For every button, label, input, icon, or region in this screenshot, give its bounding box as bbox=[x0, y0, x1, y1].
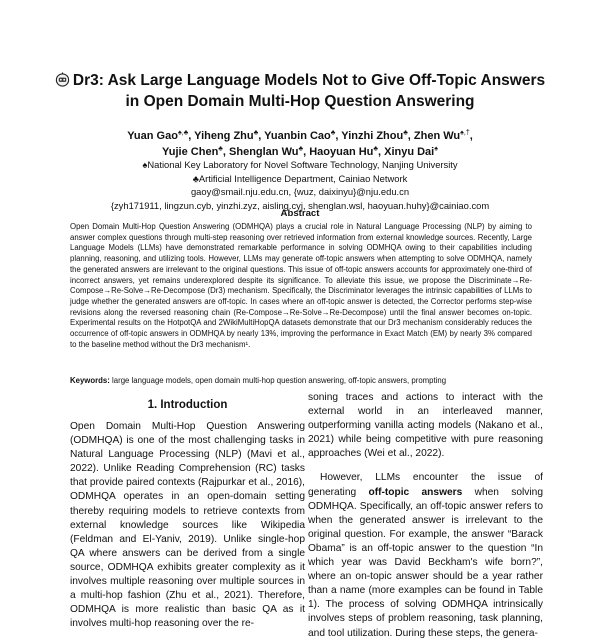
author-separator: , bbox=[407, 130, 414, 142]
author-affiliation-mark: ♣ bbox=[330, 129, 336, 137]
emphasis-off-topic-answers: off-topic answers bbox=[368, 486, 463, 498]
author-affiliation-mark: ♣ bbox=[218, 145, 223, 153]
author-separator: , bbox=[469, 130, 473, 142]
author-separator: , bbox=[188, 130, 195, 142]
author-name: Yujie Chen bbox=[162, 146, 219, 158]
author-affiliation-mark: ♠ bbox=[434, 145, 438, 153]
author-name: Haoyuan Hu bbox=[309, 146, 374, 158]
paragraph-text-a: However, LLMs encounter the issue of generating bbox=[308, 472, 543, 498]
author-separator: , bbox=[258, 130, 265, 142]
intro-paragraph-1: Open Domain Multi-Hop Question Answering (ODMHQA) is one of the most challenging tasks in Natural Language Processing (NLP) (Mavi et al., 2022). Unlike Reading Comprehension (RC) tasks that provide paired contexts (Rajpurkar et al., 2016), ODMHQA operates in an open-domain setting thereby requiring models to retrieve contexts from external knowledge sources like Wikipedia (Feldman and El-Yaniv, 2019). Unlike single-hop QA where answers can be derived from a single source, ODMHQA exhibits greater complexity as it involves multiple reasoning over multiple sources in a multi-hop fashion (Zhu et al., 2021). Therefore, ODMHQA is more realistic than basic QA as it involves multi-hop reasoning over the re- bbox=[70, 421, 306, 630]
left-column bbox=[70, 398, 305, 631]
author-name: Shenglan Wu bbox=[229, 146, 299, 158]
affiliations bbox=[40, 158, 560, 212]
robot-icon bbox=[55, 72, 70, 87]
section-heading-introduction: 1. Introduction bbox=[147, 399, 228, 411]
author-name: Xinyu Dai bbox=[384, 146, 435, 158]
right-column bbox=[308, 391, 543, 641]
author-affiliation-mark: ♣ bbox=[253, 129, 259, 137]
keywords-list: large language models, open domain multi-hop question answering, off-topic answers, prompting bbox=[109, 376, 447, 385]
abstract-body: Open Domain Multi-Hop Question Answering (ODMHQA) plays a crucial role in Natural Language Processing (NLP) by aiming to answer complex questions through multi-step reasoning over retrieved information from external knowledge sources. Recently, Large Language Models (LLMs) have demonstrated remarkable performance in solving ODMHQA owing to their capabilities including planning, reasoning, and utilizing tools. However, LLMs may generate off-topic answers when attempting to solve ODMHQA, namely the generated answers are irrelevant to the original questions. This issue of off-topic answers accounts for approximately one-third of incorrect answers, yet remains underexplored despite its significance. To alleviate this issue, we propose the Discriminate→Re-Compose→Re-Solve→Re-Decompose (Dr3) mechanism. Specifically, the Discriminator leverages the intrinsic capabilities of LLMs to judge whether the generated answers are off-topic. In cases where an off-topic answer is detected, the Corrector performs step-wise revisions along the reversed reasoning chain (Re-Compose→Re-Solve→Re-Decompose) until the final answer becomes on-topic. Experimental results on the HotpotQA and 2WikiMultiHopQA datasets demonstrate that our Dr3 mechanism considerably reduces the occurrence of off-topic answers in ODMHQA by nearly 13%, improving the performance in Exact Match (EM) by nearly 3% compared to the baseline method without the Dr3 mechanism¹. bbox=[70, 222, 532, 349]
paragraph-text-b: when solving ODMHQA. Specifically, an off-topic answer refers to when the generated answer is irrelevant to the original question. For example, the answer “Barack Obama” is an off-topic answer to the question “In which year was David Beckham's wife born?”, where an on-topic answer should be a year rather than a name (more examples can be found in Table 1). The process of solving ODMHQA intrinsically involves steps of problem reasoning, task planning, and tool utilization. During these steps, the genera- bbox=[308, 486, 543, 639]
author-name: Yuan Gao bbox=[127, 130, 178, 142]
author-affiliation-mark: ♣ bbox=[298, 145, 304, 153]
affiliation-nju: ♠National Key Laboratory for Novel Software Technology, Nanjing University bbox=[142, 159, 458, 170]
title-line-1 bbox=[40, 70, 560, 91]
keywords bbox=[70, 376, 532, 387]
abstract-heading: Abstract bbox=[280, 208, 320, 219]
author-name: Yinzhi Zhou bbox=[341, 130, 404, 142]
keywords-label: Keywords: bbox=[70, 376, 110, 385]
email-nju: gaoy@smail.nju.edu.cn, {wuz, daixinyu}@nju.edu.cn bbox=[190, 186, 410, 197]
paper-title bbox=[40, 70, 560, 112]
author-affiliation-mark: ♠,† bbox=[460, 129, 470, 137]
author-affiliation-mark: ♠,♣ bbox=[177, 129, 189, 137]
author-affiliation-mark: ♣ bbox=[403, 129, 408, 137]
author-name: Yiheng Zhu bbox=[194, 130, 254, 142]
author-name: Yuanbin Cao bbox=[264, 130, 331, 142]
email-cainiao: {zyh171911, lingzun.cyb, yinzhi.zyz, aisling.cyj, shenglan.wsl, haoyuan.huhy}@cainiao.com bbox=[110, 199, 490, 211]
affiliation-cainiao: ♣Artificial Intelligence Department, Cainiao Network bbox=[192, 172, 408, 184]
title-text-1: Dr3: Ask Large Language Models Not to Give Off-Topic Answers bbox=[72, 72, 546, 89]
author-line-1 bbox=[40, 128, 560, 144]
author-separator: , bbox=[335, 130, 342, 142]
author-affiliation-mark: ♣ bbox=[373, 145, 378, 153]
author-separator: , bbox=[377, 146, 385, 158]
author-separator: , bbox=[303, 146, 310, 158]
intro-paragraph-2 bbox=[308, 471, 543, 640]
author-list bbox=[40, 128, 560, 160]
author-separator: , bbox=[222, 146, 230, 158]
author-name: Zhen Wu bbox=[413, 130, 461, 142]
title-line-2: in Open Domain Multi-Hop Question Answering bbox=[125, 93, 475, 110]
intro-paragraph-continued: soning traces and actions to interact with the external world in an interleaved manner, outperforming vanilla acting models (Nakano et al., 2021) while being competitive with pure reasoning approaches (Wei et al., 2022). bbox=[308, 392, 543, 460]
